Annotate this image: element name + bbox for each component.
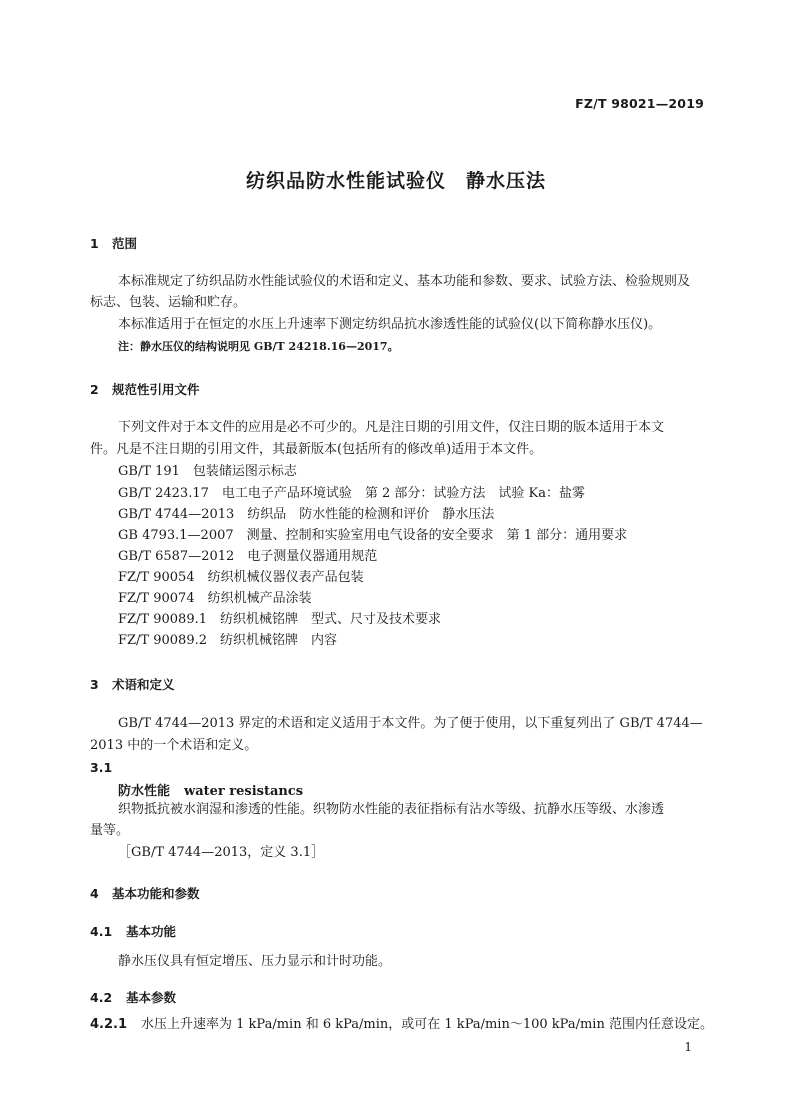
reference-item: FZ/T 90089.2 纺织机械铭牌 内容 [118, 633, 337, 648]
scope-para2: 本标准适用于在恒定的水压上升速率下测定纺织品抗水渗透性能的试验仪(以下简称静水压仪)。 [118, 317, 662, 332]
reference-item: FZ/T 90074 纺织机械产品涂装 [118, 591, 312, 606]
scope-para1-line1: 本标准规定了纺织品防水性能试验仪的术语和定义、基本功能和参数、要求、试验方法、检验规则及 [118, 274, 691, 289]
section-3-heading [90, 675, 175, 693]
page-number: 1 [684, 1040, 692, 1054]
standard-code: FZ/T 98021—2019 [575, 96, 704, 111]
terms-intro-line2: 2013 中的一个术语和定义。 [90, 738, 258, 753]
refs-intro-line1: 下列文件对于本文件的应用是必不可少的。凡是注日期的引用文件，仅注日期的版本适用于本文 [118, 420, 665, 435]
section-title: 范围 [112, 236, 138, 251]
clause-number: 4.2.1 [90, 1017, 128, 1032]
term-english: water resistancs [184, 784, 304, 799]
refs-intro-line2: 件。凡是不注日期的引用文件，其最新版本(包括所有的修改单)适用于本文件。 [90, 442, 543, 457]
reference-item: GB/T 191 包装储运图示标志 [118, 464, 297, 479]
terms-intro-line1: GB/T 4744—2013 界定的术语和定义适用于本文件。为了便于使用，以下重复列出了 GB/T 4744— [118, 716, 703, 731]
scope-note: 注：静水压仪的结构说明见 GB/T 24218.16—2017。 [118, 340, 399, 353]
section-title: 规范性引用文件 [112, 382, 200, 397]
document-title: 纺织品防水性能试验仪 静水压法 [245, 170, 546, 192]
section-number: 4 [90, 886, 99, 901]
reference-item: FZ/T 90054 纺织机械仪器仪表产品包装 [118, 570, 364, 585]
section-2-heading [90, 380, 200, 398]
term-label [118, 780, 303, 799]
term-chinese: 防水性能 [118, 784, 171, 799]
clause-title: 基本参数 [126, 990, 177, 1005]
clause-4-2-1 [90, 1015, 713, 1035]
section-1-heading [90, 234, 137, 252]
reference-item: GB/T 4744—2013 纺织品 防水性能的检测和评价 静水压法 [118, 507, 495, 522]
section-number: 2 [90, 382, 99, 397]
reference-item: GB/T 6587—2012 电子测量仪器通用规范 [118, 549, 378, 564]
reference-item: GB 4793.1—2007 测量、控制和实验室用电气设备的安全要求 第 1 部分：通用要求 [118, 528, 628, 543]
scope-para1-line2: 标志、包装、运输和贮存。 [90, 295, 247, 310]
reference-item: FZ/T 90089.1 纺织机械铭牌 型式、尺寸及技术要求 [118, 612, 441, 627]
section-number: 1 [90, 236, 99, 251]
term-number: 3.1 [90, 760, 113, 775]
clause-text: 水压上升速率为 1 kPa/min 和 6 kPa/min，或可在 1 kPa/min～100 kPa/min 范围内任意设定。 [141, 1017, 713, 1032]
basic-function-text: 静水压仪具有恒定增压、压力显示和计时功能。 [118, 954, 392, 969]
term-definition-line2: 量等。 [90, 823, 130, 838]
section-title: 基本功能和参数 [112, 886, 200, 901]
section-4-heading [90, 884, 200, 902]
clause-title: 基本功能 [126, 924, 177, 939]
section-4-2-heading [90, 988, 176, 1006]
term-definition-line1: 织物抵抗被水润湿和渗透的性能。织物防水性能的表征指标有沾水等级、抗静水压等级、水渗透 [118, 802, 665, 817]
term-source: ［GB/T 4744—2013，定义 3.1］ [118, 845, 325, 860]
section-number: 3 [90, 677, 99, 692]
section-4-1-heading [90, 922, 176, 940]
reference-item: GB/T 2423.17 电工电子产品环境试验 第 2 部分：试验方法 试验 Ka：盐雾 [118, 486, 586, 501]
section-title: 术语和定义 [112, 677, 175, 692]
clause-number: 4.2 [90, 990, 113, 1005]
clause-number: 4.1 [90, 924, 113, 939]
